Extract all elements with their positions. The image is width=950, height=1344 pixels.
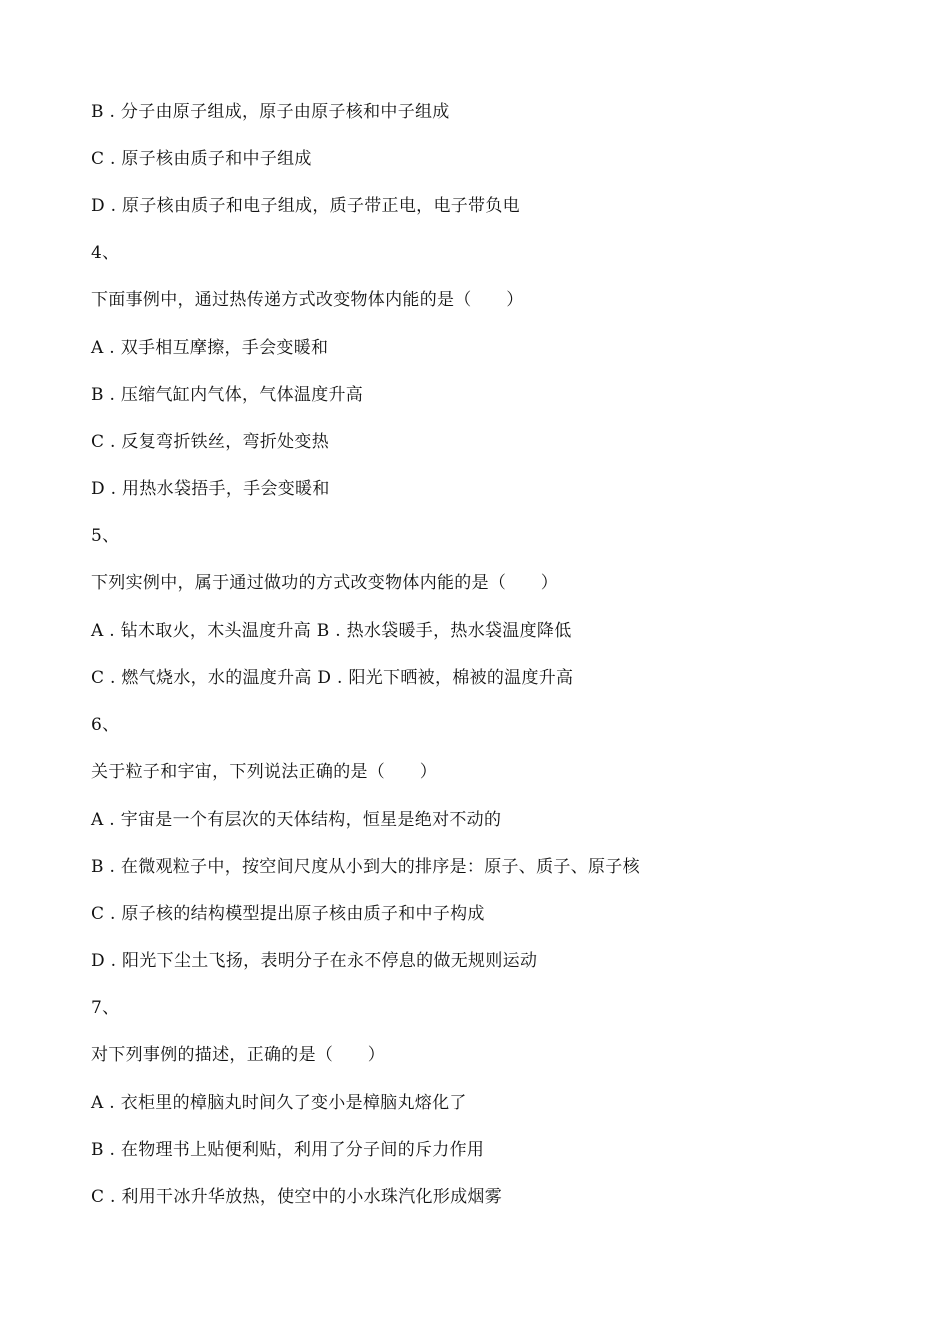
q6-number: 6、 <box>91 715 120 735</box>
q4-option-a: A . 双手相互摩擦，手会变暖和 <box>91 338 329 358</box>
q6-stem: 关于粒子和宇宙，下列说法正确的是（ ） <box>91 762 437 782</box>
q4-stem: 下面事例中，通过热传递方式改变物体内能的是（ ） <box>91 290 524 310</box>
q6-option-c: C . 原子核的结构模型提出原子核由质子和中子构成 <box>91 904 485 924</box>
q6-option-b: B . 在微观粒子中，按空间尺度从小到大的排序是：原子、质子、原子核 <box>91 857 640 877</box>
q7-option-b: B . 在物理书上贴便利贴，利用了分子间的斥力作用 <box>91 1140 485 1160</box>
q6-option-a: A . 宇宙是一个有层次的天体结构，恒星是绝对不动的 <box>91 810 502 830</box>
q5-number: 5、 <box>91 526 120 546</box>
q5-stem: 下列实例中，属于通过做功的方式改变物体内能的是（ ） <box>91 573 559 593</box>
q6-option-d: D . 阳光下尘土飞扬，表明分子在永不停息的做无规则运动 <box>91 951 538 971</box>
q7-option-a: A . 衣柜里的樟脑丸时间久了变小是樟脑丸熔化了 <box>91 1093 467 1113</box>
q3-option-d: D . 原子核由质子和电子组成，质子带正电，电子带负电 <box>91 196 520 216</box>
q5-options-cd: C . 燃气烧水，水的温度升高 D . 阳光下晒被，棉被的温度升高 <box>91 668 574 688</box>
q4-option-d: D . 用热水袋捂手，手会变暖和 <box>91 479 330 499</box>
q4-number: 4、 <box>91 243 120 263</box>
q4-option-b: B . 压缩气缸内气体，气体温度升高 <box>91 385 364 405</box>
q7-stem: 对下列事例的描述，正确的是（ ） <box>91 1045 386 1065</box>
q4-option-c: C . 反复弯折铁丝，弯折处变热 <box>91 432 330 452</box>
q5-options-ab: A . 钻木取火，木头温度升高 B . 热水袋暖手，热水袋温度降低 <box>91 621 572 641</box>
q3-option-b: B . 分子由原子组成，原子由原子核和中子组成 <box>91 102 450 122</box>
q7-number: 7、 <box>91 998 120 1018</box>
q3-option-c: C . 原子核由质子和中子组成 <box>91 149 312 169</box>
q7-option-c: C . 利用干冰升华放热，使空中的小水珠汽化形成烟雾 <box>91 1187 503 1207</box>
